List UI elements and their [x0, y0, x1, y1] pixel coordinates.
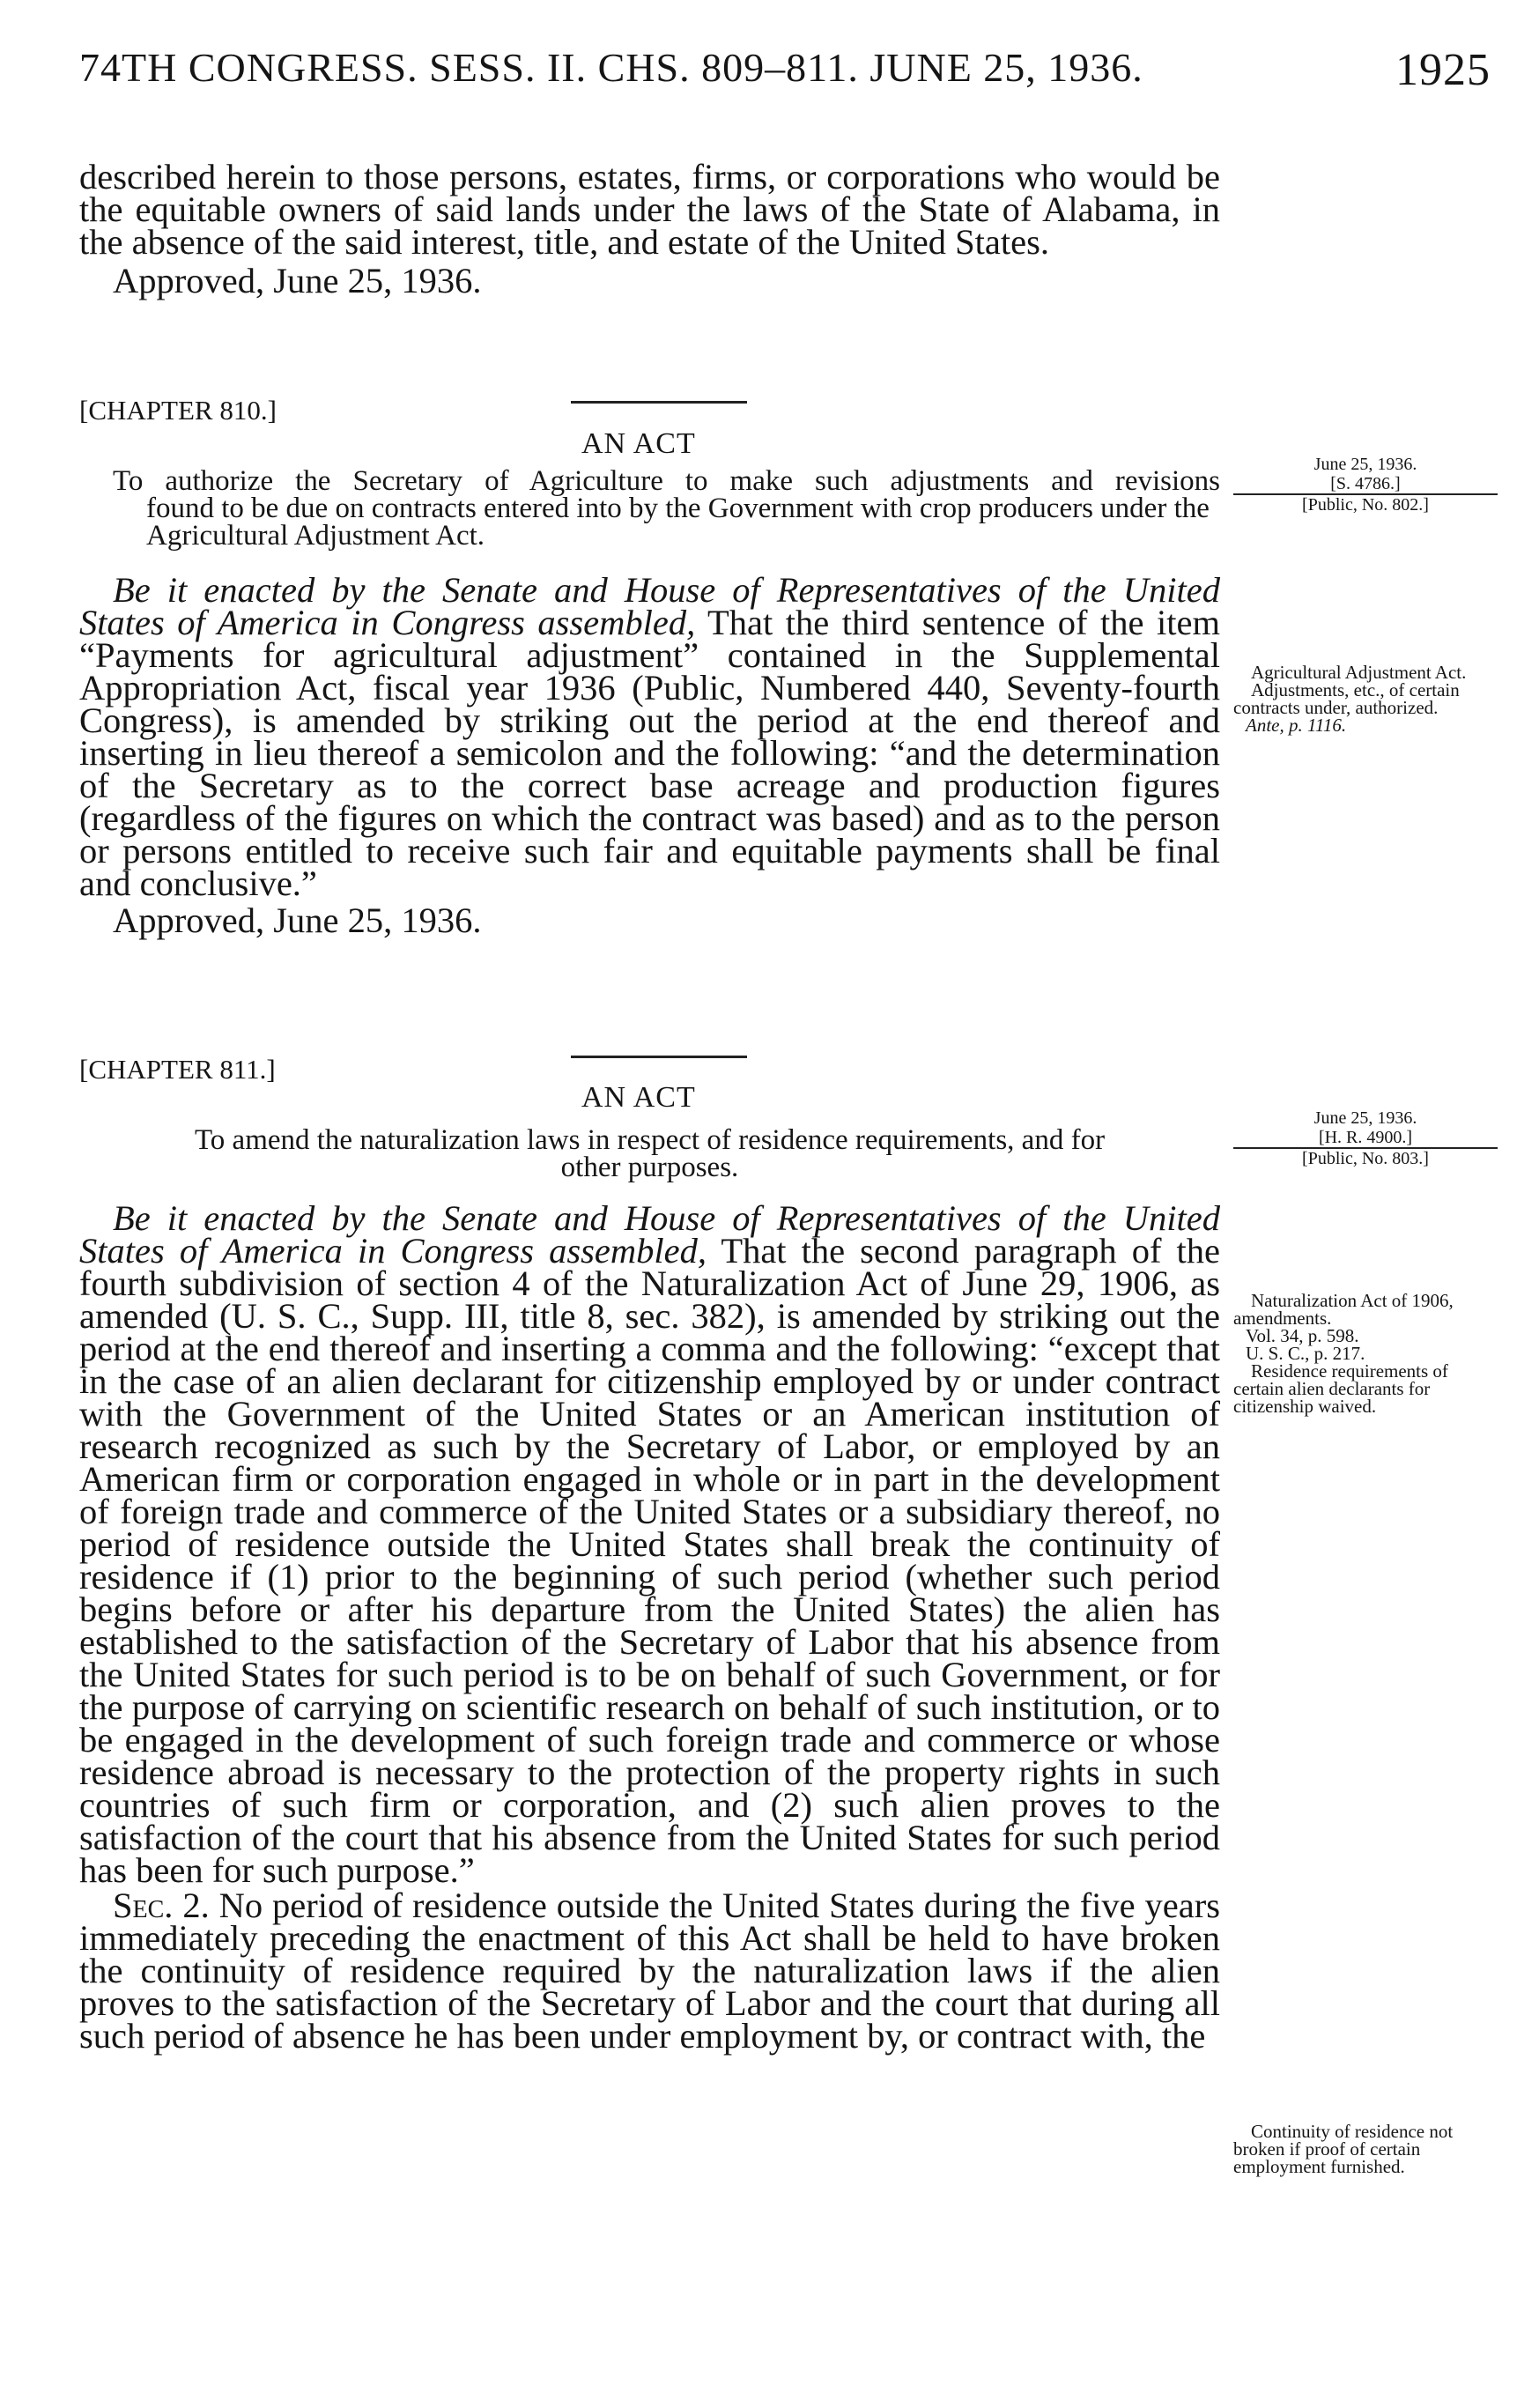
side-note-residence-waived: Residence requirements of certain alien declarants for citizenship waived. [1233, 1360, 1448, 1417]
chapter-811-title-rest: other purposes. [560, 1152, 739, 1183]
previous-act-approved: Approved, June 25, 1936. [113, 261, 482, 300]
chapter-810-body [79, 570, 1220, 940]
chapter-811-section-2 [79, 1886, 1220, 2056]
chapter-810-date: June 25, 1936. [1313, 455, 1417, 474]
side-note-agricultural-adjustment-act: Agricultural Adjustment Act. [1251, 662, 1467, 683]
side-note-ante-reference: Ante, p. 1116. [1246, 715, 1347, 736]
chapter-811-margin-reference [1233, 1108, 1498, 1168]
side-note-naturalization-act: Naturalization Act of 1906, amendments. [1233, 1290, 1454, 1329]
chapter-811-side-notes-lower [1233, 2123, 1498, 2175]
chapter-810-title-rest: found to be due on contracts entered into by the Government with crop producers under the Agricultural Adjustment Act. [146, 493, 1210, 552]
chapter-811-operative-text: That the second paragraph of the fourth subdivision of section 4 of the Naturalization Act of June 29, 1906, as amended (U. S. C., Supp. III, title 8, sec. 382), is amended by striking out the period at the end thereof and inserting a comma and the following: “except that in the case of an alien declarant for citizenship employed by or under contract with the Government of the United States or an American institution of research recognized as such by the Secretary of Labor, or employed by an American firm or corporation engaged in whole or in part in the development of foreign trade and commerce of the United States or a subsidiary thereof, no period of residence outside the United States shall break the continuity of residence if (1) prior to the beginning of such period (whether such period begins before or after his departure from the United States) the alien has established to the satisfaction of the Secretary of Labor that his absence from the United States for such period is to be on behalf of such Government, or for the purpose of carrying on scientific research on behalf of such institution, or to be engaged in the development of such foreign trade and commerce or whose residence abroad is necessary to the protection of the property rights in such countries of such firm or corporation, and (2) such alien proves to the satisfaction of the court that his absence from the United States for such period has been for such purpose.” [79, 1231, 1220, 1890]
chapter-811-public-number: [Public, No. 803.] [1302, 1149, 1429, 1168]
side-note-adjustments-authorized: Adjustments, etc., of certain contracts under, authorized. [1233, 679, 1460, 718]
side-note-vol-34: Vol. 34, p. 598. [1246, 1325, 1359, 1346]
chapter-810-title-line1: To authorize the Secretary of Agriculture to make such adjustments and revisions [113, 465, 1220, 497]
chapter-810-side-notes [1233, 663, 1498, 734]
chapter-811-section-1 [79, 1198, 1220, 1890]
chapter-811-date: June 25, 1936. [1313, 1108, 1417, 1128]
chapter-810-label: [CHAPTER 810.] [79, 395, 277, 426]
chapter-810-heading: AN ACT [581, 427, 696, 460]
previous-act-text: described herein to those persons, estates, firms, or corporations who would be the equitable owners of said lands under the laws of the State of Alabama, in the absence of the said interest, title, and estate of the United States. [79, 157, 1220, 262]
chapter-810-operative-text: That the third sentence of the item “Payments for agricultural adjustment” contained in the Supplemental Appropriation Act, fiscal year 1936 (Public, Numbered 440, Seventy-fourth Congress), is amended by striking out the period at the end thereof and inserting in lieu thereof a semicolon and the following: “and the determination of the Secretary as to the correct base acreage and production figures (regardless of the figures on which the contract was based) and as to the person or persons entitled to receive such fair and equitable payments shall be final and conclusive.” [79, 603, 1220, 903]
chapter-811-side-notes-upper [1233, 1292, 1498, 1415]
chapter-811-rule [571, 1056, 747, 1058]
chapter-811-body [79, 1198, 1220, 2056]
chapter-810-margin-reference [1233, 455, 1498, 515]
side-note-usc: U. S. C., p. 217. [1246, 1343, 1365, 1364]
chapter-811-title-line1: To amend the naturalization laws in respect of residence requirements, and for [194, 1124, 1106, 1156]
chapter-810-rule [571, 401, 747, 404]
chapter-811-bill: [H. R. 4900.] [1233, 1128, 1498, 1149]
chapter-810-enacting-text [79, 570, 1220, 903]
chapter-811-enacting-clause: Be it enacted by the Senate and House of Representatives of the United States of America in Congress assembled, [79, 1198, 1220, 1271]
section-2-label: Sec. 2. [113, 1886, 210, 1925]
previous-act-continuation [79, 157, 1220, 300]
chapter-810-public-number: [Public, No. 802.] [1302, 495, 1429, 515]
page-number: 1925 [1395, 45, 1491, 95]
chapter-811-label: [CHAPTER 811.] [79, 1054, 276, 1085]
chapter-810-approved: Approved, June 25, 1936. [113, 900, 482, 940]
chapter-810-enacting-clause: Be it enacted by the Senate and House of Representatives of the United States of America in Congress assembled, [79, 570, 1220, 642]
chapter-811-title [79, 1124, 1220, 1183]
chapter-811-heading: AN ACT [581, 1081, 696, 1114]
section-2-text: No period of residence outside the United States during the five years immediately preceding the enactment of this Act shall be held to have broken the continuity of residence required by the naturalization laws if the alien proves to the satisfaction of the Secretary of Labor and the court that during all such period of absence he has been under employment by, or contract with, the [79, 1886, 1220, 2056]
side-note-continuity-residence: Continuity of residence not broken if proof of certain employment furnished. [1233, 2121, 1454, 2177]
running-head: 74TH CONGRESS. SESS. II. CHS. 809–811. JUNE 25, 1936. [79, 45, 1143, 90]
chapter-810-title [113, 465, 1220, 552]
chapter-810-bill: [S. 4786.] [1233, 474, 1498, 495]
